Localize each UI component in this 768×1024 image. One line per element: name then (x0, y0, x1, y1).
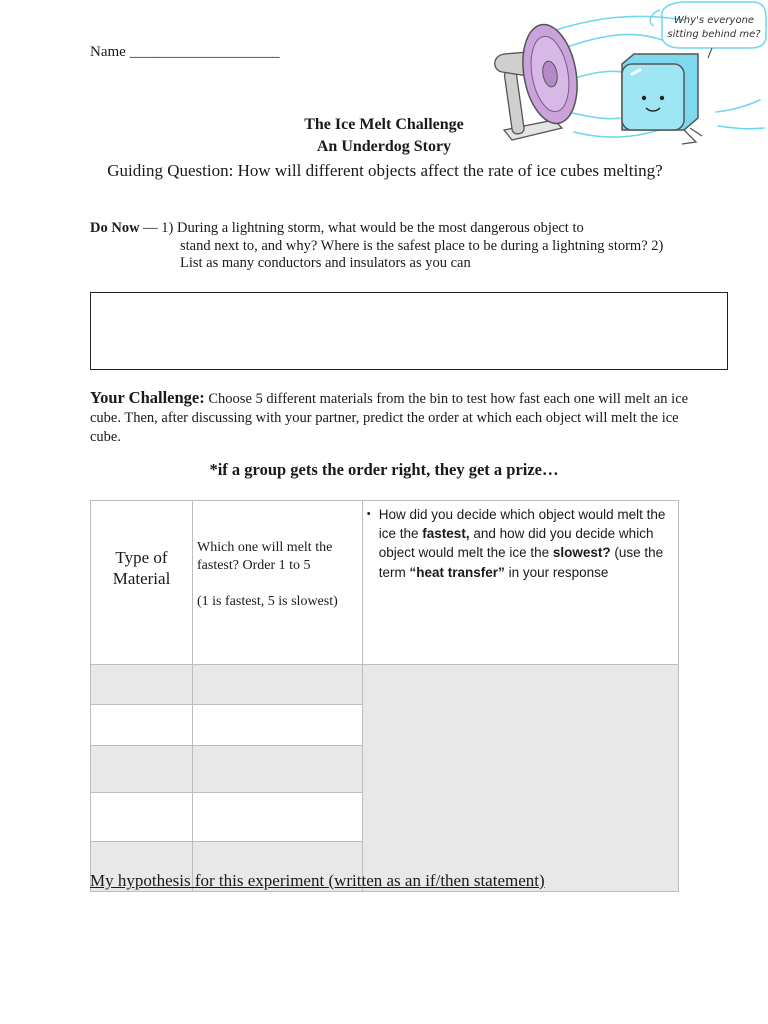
do-now-answer-box[interactable] (90, 292, 728, 370)
material-cell[interactable] (91, 746, 193, 793)
table-header-row (91, 501, 679, 665)
challenge-heading: Your Challenge: (90, 388, 205, 407)
challenge-paragraph (90, 388, 690, 447)
header-melt-order (193, 501, 363, 665)
order-cell[interactable] (193, 665, 363, 705)
worksheet-subtitle: An Underdog Story (316, 138, 452, 155)
bullet-icon: • (366, 508, 371, 520)
material-cell[interactable] (91, 665, 193, 705)
order-cell[interactable] (193, 705, 363, 746)
header-reasoning (362, 501, 678, 665)
do-now-heading: Do Now (90, 220, 140, 236)
name-field-label: Name ____________________ (90, 44, 280, 60)
guiding-question: Guiding Question: How will different objects affect the rate of ice cubes melting? (107, 161, 663, 180)
do-now-prompt (90, 220, 670, 273)
header-melt-order-question: Which one will melt the fastest? Order 1 to 5 (197, 540, 333, 573)
reasoning-bold-slowest: slowest? (552, 545, 611, 561)
fan-and-ice-cube-illustration (484, 0, 768, 160)
speech-text-line1: Why's everyone (673, 15, 755, 26)
reasoning-text-4: in your response (504, 564, 609, 580)
speech-text-line2: sitting behind me? (667, 29, 761, 40)
material-cell[interactable] (91, 793, 193, 842)
header-type-of-material: Type of Material (91, 501, 193, 665)
order-cell[interactable] (193, 793, 363, 842)
reasoning-text-2: and how did you decide which object would melt the ice the (378, 526, 654, 561)
challenge-text: Choose 5 different materials from the bin to test how fast each one will melt an ice cube. Then, after discussing with your partner, predict the order at which each object will melt the ice cube. (90, 391, 689, 445)
table-row (91, 665, 679, 705)
reasoning-bold-fastest: fastest, (422, 526, 470, 542)
material-cell[interactable] (91, 705, 193, 746)
prize-note: *if a group gets the order right, they get a prize… (209, 460, 559, 479)
prediction-table (90, 500, 679, 892)
reasoning-bold-heat-transfer: “heat transfer” (409, 564, 505, 580)
order-cell[interactable] (193, 746, 363, 793)
hypothesis-heading: My hypothesis for this experiment (written as an if/then statement) (90, 871, 545, 890)
worksheet-title: The Ice Melt Challenge (304, 116, 464, 133)
header-melt-order-scale: (1 is fastest, 5 is slowest) (197, 594, 338, 609)
do-now-rest: stand next to, and why? Where is the safest place to be during a lightning storm? 2) List as many conductors and insulators as you can (180, 237, 664, 271)
reasoning-text-1: How did you decide which object would melt the ice the (378, 507, 666, 542)
do-now-first-line: — 1) During a lightning storm, what would be the most dangerous object to (139, 220, 584, 236)
reasoning-text-3: (use the term (378, 545, 664, 580)
reasoning-answer-cell[interactable] (362, 665, 678, 892)
